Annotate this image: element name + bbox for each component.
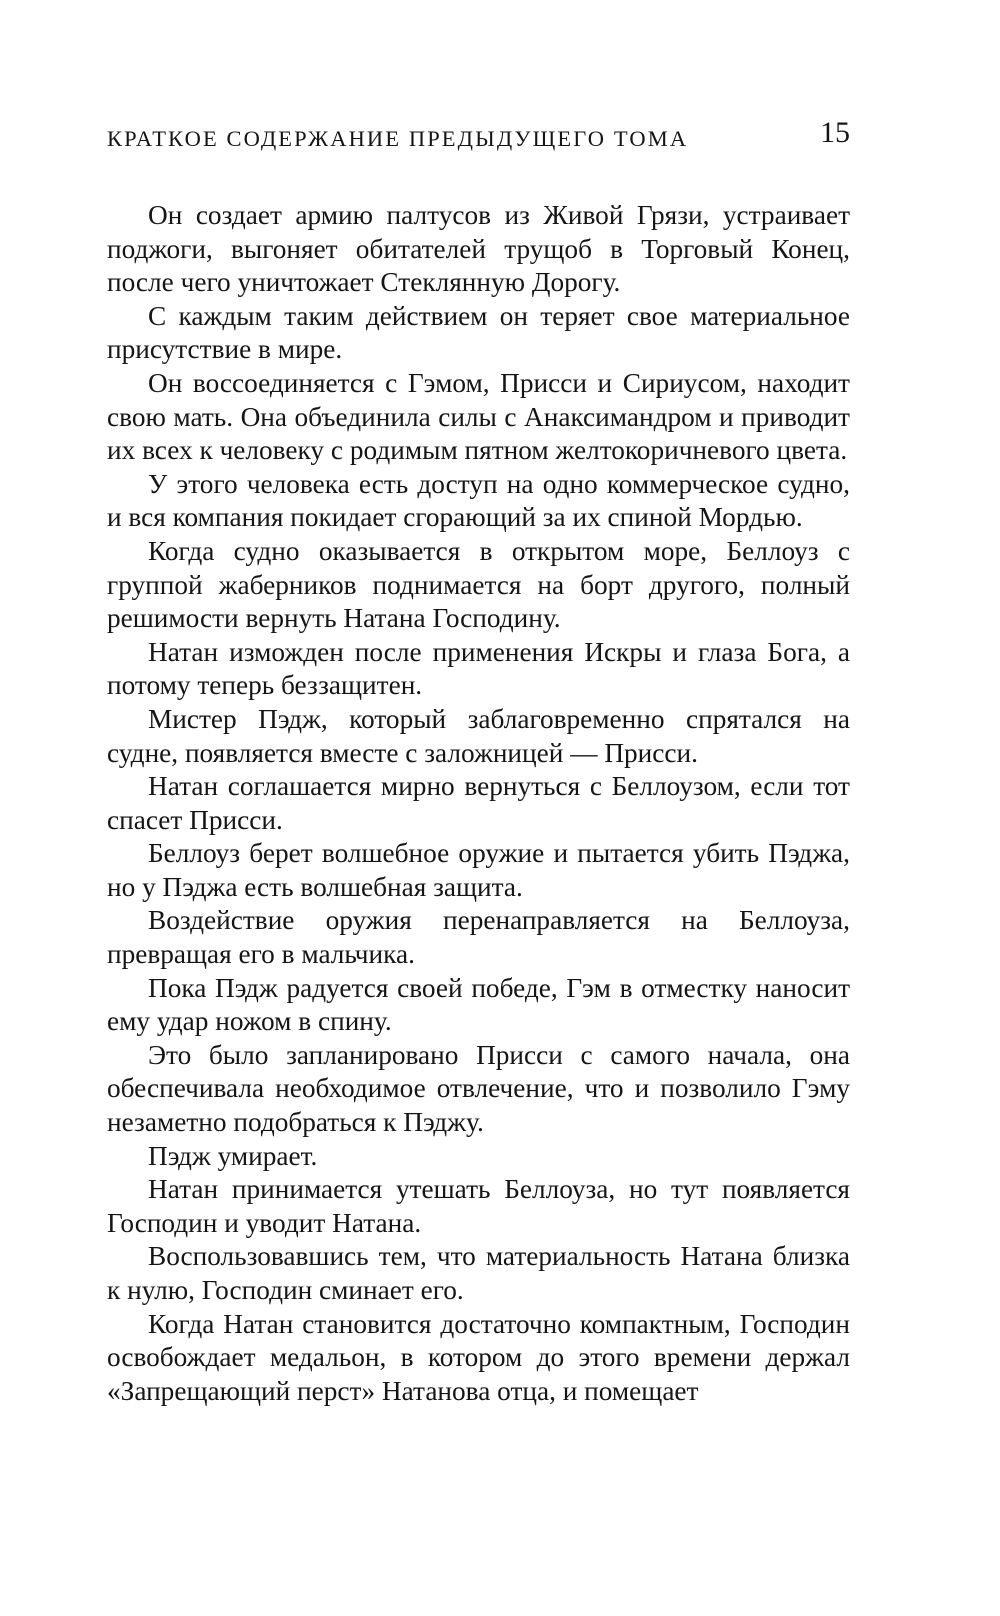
paragraph: Мистер Пэдж, который заблаговременно спрятался на судне, появляется вместе с заложницей — Присси. xyxy=(107,703,850,768)
body-text xyxy=(107,199,850,1408)
page-number: 15 xyxy=(820,116,850,149)
paragraph: Воздействие оружия перенаправляется на Беллоуза, превращая его в мальчика. xyxy=(107,905,850,970)
paragraph: Пэдж умирает. xyxy=(148,1140,318,1171)
paragraph: Он воссоединяется с Гэмом, Присси и Сириусом, находит свою мать. Она объединила силы с Анаксимандром и приводит их всех к человеку с родимым пятном желтокоричневого цвета. xyxy=(107,367,850,466)
running-header xyxy=(107,116,850,160)
paragraph: Это было запланировано Присси с самого начала, она обеспечивала необходимое отвлечение, что и позволило Гэму незаметно подобраться к Пэджу. xyxy=(107,1039,850,1138)
paragraph: У этого человека есть доступ на одно коммерческое судно, и вся компания покидает сгорающий за их спиной Мордью. xyxy=(107,468,850,533)
paragraph: Беллоуз берет волшебное оружие и пытается убить Пэджа, но у Пэджа есть волшебная защита. xyxy=(107,838,850,902)
paragraph: Пока Пэдж радуется своей победе, Гэм в отместку наносит ему удар ножом в спину. xyxy=(107,972,850,1037)
paragraph: Натан принимается утешать Беллоуза, но тут появляется Господин и уводит Натана. xyxy=(107,1174,850,1238)
paragraph: Когда судно оказывается в открытом море, Беллоуз с группой жаберников поднимается на борт другого, полный решимости вернуть Натана Господину. xyxy=(107,535,850,634)
paragraph: Когда Натан становится достаточно компактным, Господин освобождает медальон, в котором до этого времени держал «Запрещающий перст» Натанова отца, и помещает xyxy=(107,1308,850,1406)
paragraph: Он создает армию палтусов из Живой Грязи, устраивает поджоги, выгоняет обитателей трущоб в Торговый Конец, после чего уничтожает Стеклянную Дорогу. xyxy=(107,200,850,298)
paragraph: С каждым таким действием он теряет свое материальное присутствие в мире. xyxy=(107,300,850,365)
paragraph: Воспользовавшись тем, что материальность Натана близка к нулю, Господин сминает его. xyxy=(107,1241,850,1305)
paragraph: Натан изможден после применения Искры и глаза Бога, а потому теперь беззащитен. xyxy=(107,636,850,701)
paragraph: Натан соглашается мирно вернуться с Беллоузом, если тот спасет Присси. xyxy=(107,771,850,835)
running-title: КРАТКОЕ СОДЕРЖАНИЕ ПРЕДЫДУЩЕГО ТОМА xyxy=(107,126,689,151)
